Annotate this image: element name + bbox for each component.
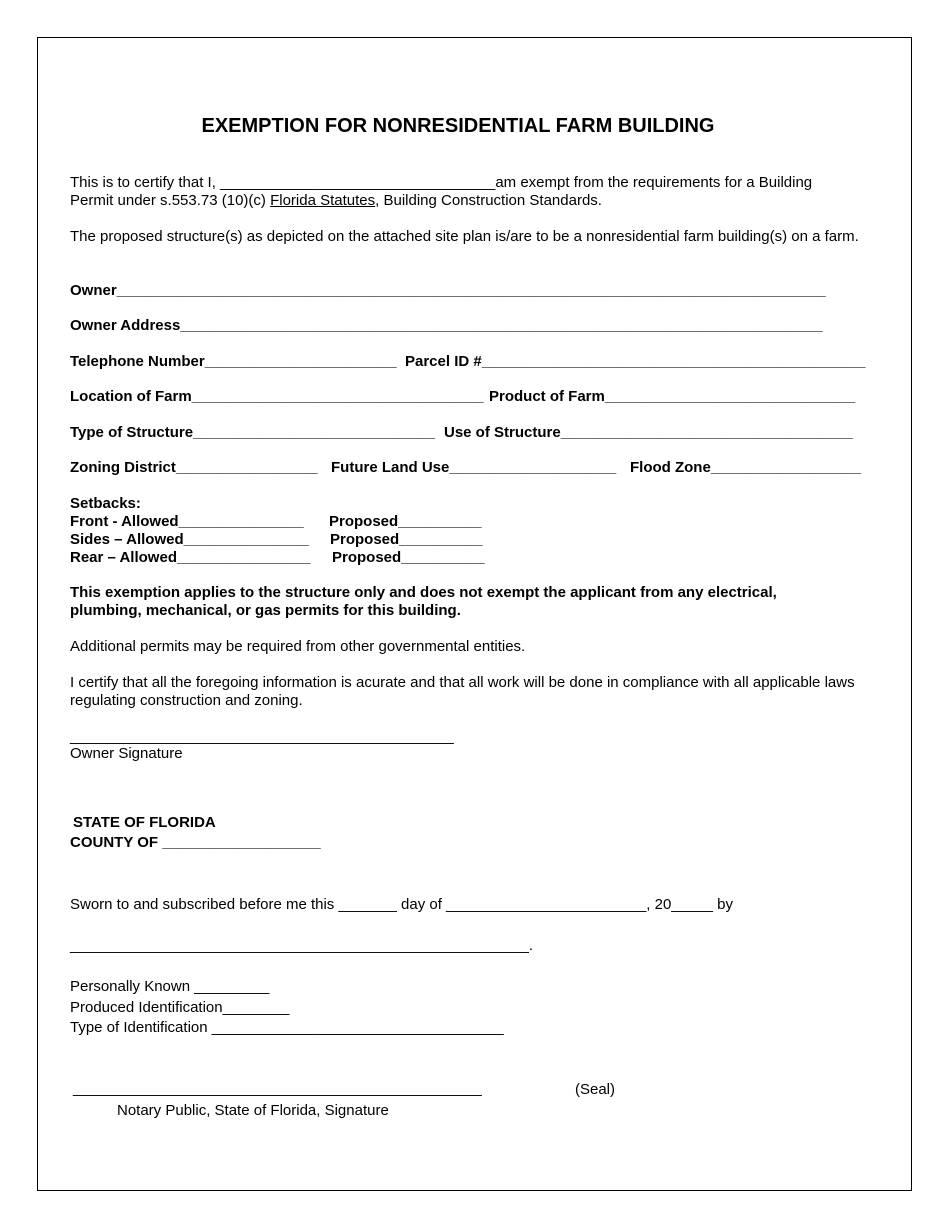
telephone-field[interactable]: Telephone Number_______________________ xyxy=(70,353,397,370)
intro-line-2-post: , Building Construction Standards. xyxy=(375,192,602,209)
certify-text: I certify that all the foregoing information is acurate and that all work will be done in compliance with all applicable laws regulating construction and zoning. xyxy=(70,674,855,709)
county-field[interactable]: COUNTY OF ___________________ xyxy=(70,834,321,851)
page-title: EXEMPTION FOR NONRESIDENTIAL FARM BUILDING xyxy=(201,115,715,137)
use-of-structure-field[interactable]: Use of Structure___________________________________ xyxy=(444,424,853,441)
notary-signature-label: Notary Public, State of Florida, Signature xyxy=(117,1102,389,1119)
seal-label: (Seal) xyxy=(575,1081,616,1098)
front-proposed-field[interactable]: Proposed__________ xyxy=(329,513,482,530)
rear-proposed-field[interactable]: Proposed__________ xyxy=(332,549,485,566)
zoning-district-field[interactable]: Zoning District_________________ xyxy=(70,459,318,476)
type-of-structure-field[interactable]: Type of Structure_____________________________ xyxy=(70,424,435,441)
intro-line-2 xyxy=(70,192,602,210)
sides-proposed-field[interactable]: Proposed__________ xyxy=(330,531,483,548)
florida-statutes-ref: Florida Statutes xyxy=(270,192,376,209)
sworn-statement[interactable]: Sworn to and subscribed before me this _______ day of ________________________, 20_____ by xyxy=(70,896,734,913)
proposed-structure-text: The proposed structure(s) as depicted on the attached site plan is/are to be a nonresidential farm building(s) on a farm. xyxy=(70,228,859,245)
intro-line-1: This is to certify that I, _________________________________am exempt from the requirements for a Building xyxy=(70,174,813,191)
owner-signature-line[interactable]: ______________________________________________ xyxy=(70,728,454,745)
sides-allowed-field[interactable]: Sides – Allowed_______________ xyxy=(70,531,309,548)
flood-zone-field[interactable]: Flood Zone__________________ xyxy=(630,459,861,476)
exemption-note: This exemption applies to the structure only and does not exempt the applicant from any electrical, plumbing, mechanical, or gas permits for this building. xyxy=(70,584,777,619)
product-of-farm-field[interactable]: Product of Farm______________________________ xyxy=(489,388,856,405)
personally-known-field[interactable]: Personally Known _________ xyxy=(70,978,270,995)
state-heading: STATE OF FLORIDA xyxy=(73,814,216,831)
owner-field[interactable]: Owner_____________________________________________________________________________________ xyxy=(70,282,826,299)
intro-line-2-pre: Permit under s.553.73 (10)(c) xyxy=(70,192,271,209)
owner-signature-label: Owner Signature xyxy=(70,745,183,762)
front-allowed-field[interactable]: Front - Allowed_______________ xyxy=(70,513,304,530)
additional-permits-text: Additional permits may be required from other governmental entities. xyxy=(70,638,526,655)
setbacks-heading: Setbacks: xyxy=(70,495,141,512)
location-of-farm-field[interactable]: Location of Farm___________________________________ xyxy=(70,388,484,405)
sworn-by-line[interactable]: _______________________________________________________. xyxy=(70,937,533,954)
produced-identification-field[interactable]: Produced Identification________ xyxy=(70,999,290,1016)
type-of-identification-field[interactable]: Type of Identification ___________________________________ xyxy=(70,1019,504,1036)
future-land-use-field[interactable]: Future Land Use____________________ xyxy=(331,459,617,476)
rear-allowed-field[interactable]: Rear – Allowed________________ xyxy=(70,549,311,566)
parcel-id-field[interactable]: Parcel ID #______________________________________________ xyxy=(405,353,866,370)
notary-signature-line[interactable]: _________________________________________________ xyxy=(73,1080,482,1097)
owner-address-field[interactable]: Owner Address_____________________________________________________________________________ xyxy=(70,317,823,334)
